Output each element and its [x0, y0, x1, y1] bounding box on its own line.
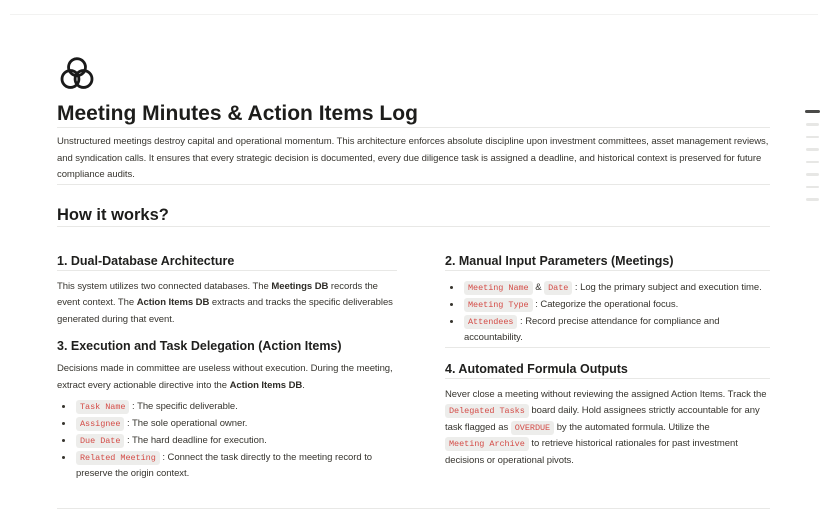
text-segment: : Log the primary subject and execution time.: [572, 281, 762, 293]
inline-code-tag: Attendees: [464, 315, 517, 329]
text-segment: : Connect the task directly to the meeting record to preserve the origin context.: [76, 452, 373, 479]
list-item: [74, 416, 397, 432]
divider: [445, 378, 770, 379]
inline-code-tag: Delegated Tasks: [445, 404, 529, 418]
text-segment: : Record precise attendance for compliance and accountability.: [464, 315, 720, 343]
left-column: [57, 227, 397, 484]
text-segment: records the event context. The: [57, 280, 378, 308]
text-segment: extracts and tracks the specific deliverables generated during that event.: [57, 297, 393, 325]
section-1-paragraph: [57, 279, 397, 329]
list-item: [462, 297, 770, 313]
text-segment: by the automated formula. Utilize the: [554, 421, 710, 433]
trefoil-knot-icon: [57, 54, 97, 94]
bold-text: Action Items DB: [229, 379, 303, 391]
inline-code-tag: Task Name: [76, 400, 129, 414]
text-segment: Never close a meeting without reviewing the assigned Action Items. Track the: [445, 388, 767, 400]
divider: [57, 270, 397, 271]
list-item: [462, 280, 770, 296]
right-column: [445, 227, 770, 484]
page-title: Meeting Minutes & Action Items Log: [57, 102, 418, 125]
inline-code-tag: Meeting Archive: [445, 437, 529, 451]
divider: [57, 508, 770, 509]
outline-bar[interactable]: [806, 173, 819, 176]
section-3-heading: 3. Execution and Task Delegation (Action Items): [57, 339, 342, 353]
divider: [57, 184, 770, 185]
bold-text: Action Items DB: [136, 297, 210, 308]
text-segment: &: [532, 281, 545, 293]
inline-code-tag: OVERDUE: [511, 421, 554, 435]
inline-code-tag: Date: [544, 281, 572, 295]
text-segment: to retrieve historical rationales for past investment decisions or operational pivots.: [445, 438, 738, 466]
list-item: [74, 450, 397, 482]
text-segment: : The sole operational owner.: [124, 418, 248, 429]
page-outline-indicator: [805, 110, 820, 201]
text-segment: Decisions made in committee are useless without execution. During the meeting, extract every actionable directive into the: [57, 363, 393, 391]
list-item: [74, 433, 397, 449]
divider: [445, 347, 770, 348]
inline-code-tag: Assignee: [76, 417, 124, 431]
section-3-paragraph: [57, 361, 397, 394]
text-segment: This system utilizes two connected databases. The: [57, 280, 272, 292]
bold-text: Meetings DB: [271, 280, 329, 292]
divider: [445, 270, 770, 271]
section-4-paragraph: [445, 387, 770, 470]
section-2-heading: 2. Manual Input Parameters (Meetings): [445, 253, 674, 268]
section-4-heading: 4. Automated Formula Outputs: [445, 361, 628, 376]
list-item: [74, 399, 397, 415]
text-segment: : The hard deadline for execution.: [124, 435, 267, 446]
inline-code-tag: Related Meeting: [76, 451, 160, 465]
outline-bar[interactable]: [806, 123, 819, 126]
outline-bar[interactable]: [806, 198, 819, 201]
section-2-bullet-list: [445, 280, 770, 346]
two-column-layout: [57, 227, 770, 484]
outline-bar[interactable]: [806, 148, 819, 151]
intro-paragraph: Unstructured meetings destroy capital and operational momentum. This architecture enforces absolute discipline upon investment committees, asset management reviews, and syndication calls. It ensures that every strategic decision is documented, every due diligence task is assigned a deadline, and historical context is preserved for future compliance audits.: [57, 136, 769, 180]
outline-bar[interactable]: [806, 186, 819, 189]
text-segment: : Categorize the operational focus.: [532, 298, 679, 310]
section-3-bullet-list: [57, 399, 397, 482]
text-segment: board daily. Hold assignees strictly accountable for any task flagged as: [445, 405, 760, 433]
outline-bar[interactable]: [805, 110, 820, 113]
how-it-works-heading: How it works?: [57, 205, 169, 224]
inline-code-tag: Meeting Name: [464, 281, 533, 295]
section-1-heading: 1. Dual-Database Architecture: [57, 253, 235, 268]
inline-code-tag: Meeting Type: [464, 298, 533, 312]
inline-code-tag: Due Date: [76, 434, 124, 448]
outline-bar[interactable]: [806, 161, 819, 164]
text-segment: : The specific deliverable.: [129, 401, 238, 412]
outline-bar[interactable]: [806, 136, 819, 139]
text-segment: .: [302, 379, 305, 391]
page-content: [57, 0, 770, 483]
divider: [57, 127, 770, 128]
list-item: [462, 314, 770, 346]
